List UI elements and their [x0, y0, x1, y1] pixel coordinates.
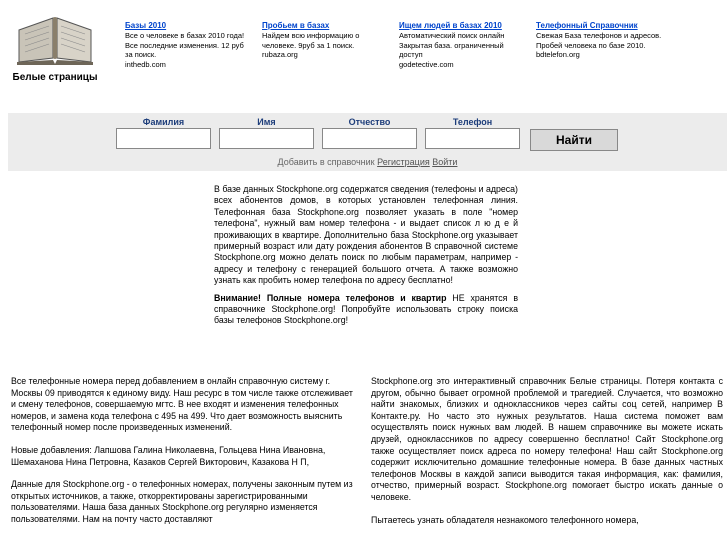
description-block [214, 184, 518, 333]
ad-description: Найдем всю информацию о человеке. 9руб за 1 поиск. [262, 31, 360, 50]
ad-block [536, 21, 664, 60]
attention-note [214, 293, 518, 327]
attention-bold: Внимание! Полные номера телефонов и квартир [214, 292, 447, 303]
attention-rest: НЕ хранятся в справочнике Stockphone.org! Попробуйте использовать строку поиска базы телефонов Stockphone.org! [214, 292, 518, 326]
ad-title-link[interactable]: Пробьем в базах [262, 21, 330, 30]
middlename-label: Отчество [348, 117, 391, 127]
left-paragraph: Новые добавления: Лапшова Галина Николаевна, Гольцева Нина Ивановна, Шемаханова Нина Петровна, Казаков Сергей Викторович, Казакова Н П, [11, 444, 326, 467]
logo[interactable] [10, 10, 100, 83]
ad-url[interactable]: rubaza.org [262, 50, 298, 59]
ad-url[interactable]: godetective.com [399, 59, 454, 69]
register-link[interactable]: Регистрация [377, 157, 430, 167]
firstname-label: Имя [257, 117, 276, 127]
open-book-icon [15, 10, 95, 66]
lastname-input[interactable] [116, 128, 211, 149]
firstname-input[interactable] [219, 128, 314, 149]
logo-caption: Белые страницы [12, 72, 98, 83]
left-text-column [11, 376, 359, 537]
ad-title-link[interactable]: Телефонный Справочник [536, 21, 638, 30]
add-to-directory-line [8, 157, 727, 167]
find-button[interactable]: Найти [530, 129, 618, 151]
ad-description: Автоматический поиск онлайн Закрытая база. ограниченный доступ [399, 31, 505, 59]
search-panel [8, 113, 727, 171]
description-paragraph: В базе данных Stockphone.org содержатся сведения (телефоны и адреса) всех абонентов домов, в которых установлен телефонная линия. Телефонная база Stockphone.org позволяет указать в поле "номер телефона", нужный вам номер телефона - и выдает список л ю д е й проживающих в квартире. Дополнительно база Stockphone.org указывает примерный возраст или дату рождения абонентов В справочной системе Stockphone.org можно делать поиск по любым параметрам, например - адресу и телефону с генерацией большого отчета. А также возможно узнать как пробить номер телефона по адресу бесплатно! [214, 184, 518, 286]
ad-url[interactable]: bdtelefon.org [536, 50, 580, 59]
ad-title-link[interactable]: Базы 2010 [125, 21, 167, 30]
right-paragraph: Пытаетесь узнать обладателя незнакомого телефонного номера, [371, 514, 639, 525]
add-prefix: Добавить в справочник [277, 157, 375, 167]
left-paragraph: Данные для Stockphone.org - о телефонных номерах, получены законным путем из открытых источников, а также, откорректированы зарегистрированными пользователями. Наша база данных Stockphone.org регулярно изменяется пользователями. Нам на почту часто доставляют [11, 479, 353, 524]
right-text-column [371, 376, 723, 537]
phone-input[interactable] [425, 128, 520, 149]
ad-description: Все о человеке в базах 2010 года! Все последние изменения. 12 руб за поиск. [125, 31, 245, 59]
phone-label: Телефон [452, 117, 493, 127]
lastname-label: Фамилия [142, 117, 185, 127]
ad-title-link[interactable]: Ищем людей в базах 2010 [399, 21, 502, 30]
ad-block [399, 21, 527, 69]
middlename-input[interactable] [322, 128, 417, 149]
right-paragraph: Stockphone.org это интерактивный справочник Белые страницы. Потеря контакта с другом, обычно бывает огромной проблемой и трагедией. Случается, что возможно найти знакомых, близких и одноклассников через сайты соц сетей, например В Контакте.ру. Но часто это нужных результатов. Наша система поможет вам осуществлять поиск нужных вам людей. В нашем справочнике вы можете искать друзей, одноклассников по адресу совершенно бесплатно! Сайт Stockphone.org также осуществляет поиск адреса по номеру телефона! Наш сайт Stockphone.org содержит исключительно домашние телефонные номера. В базе данных частных телефонов Москвы в каждой записи выводится такая информация, как: фамилия, отчество, примерный возраст. Stockphone.org помогает быстро искать данные о человеке. [371, 376, 723, 502]
ad-block [125, 21, 253, 69]
ad-block [262, 21, 390, 60]
ad-description: Свежая База телефонов и адресов. Пробей человека по базе 2010. [536, 31, 662, 50]
ad-url[interactable]: inthedb.com [125, 59, 166, 69]
left-paragraph: Все телефонные номера перед добавлением в онлайн справочную систему г. Москвы 09 приводятся к единому виду. Наш ресурс в том числе также отслеживает и смену телефонов, совершаемую мгтс. В нее входят и изменения телефонных номеров, и замена кода телефона с 495 на 499. Что дает возможность выяснить телефонный номер после произведенных изменений. [11, 376, 353, 433]
login-link[interactable]: Войти [432, 157, 458, 167]
